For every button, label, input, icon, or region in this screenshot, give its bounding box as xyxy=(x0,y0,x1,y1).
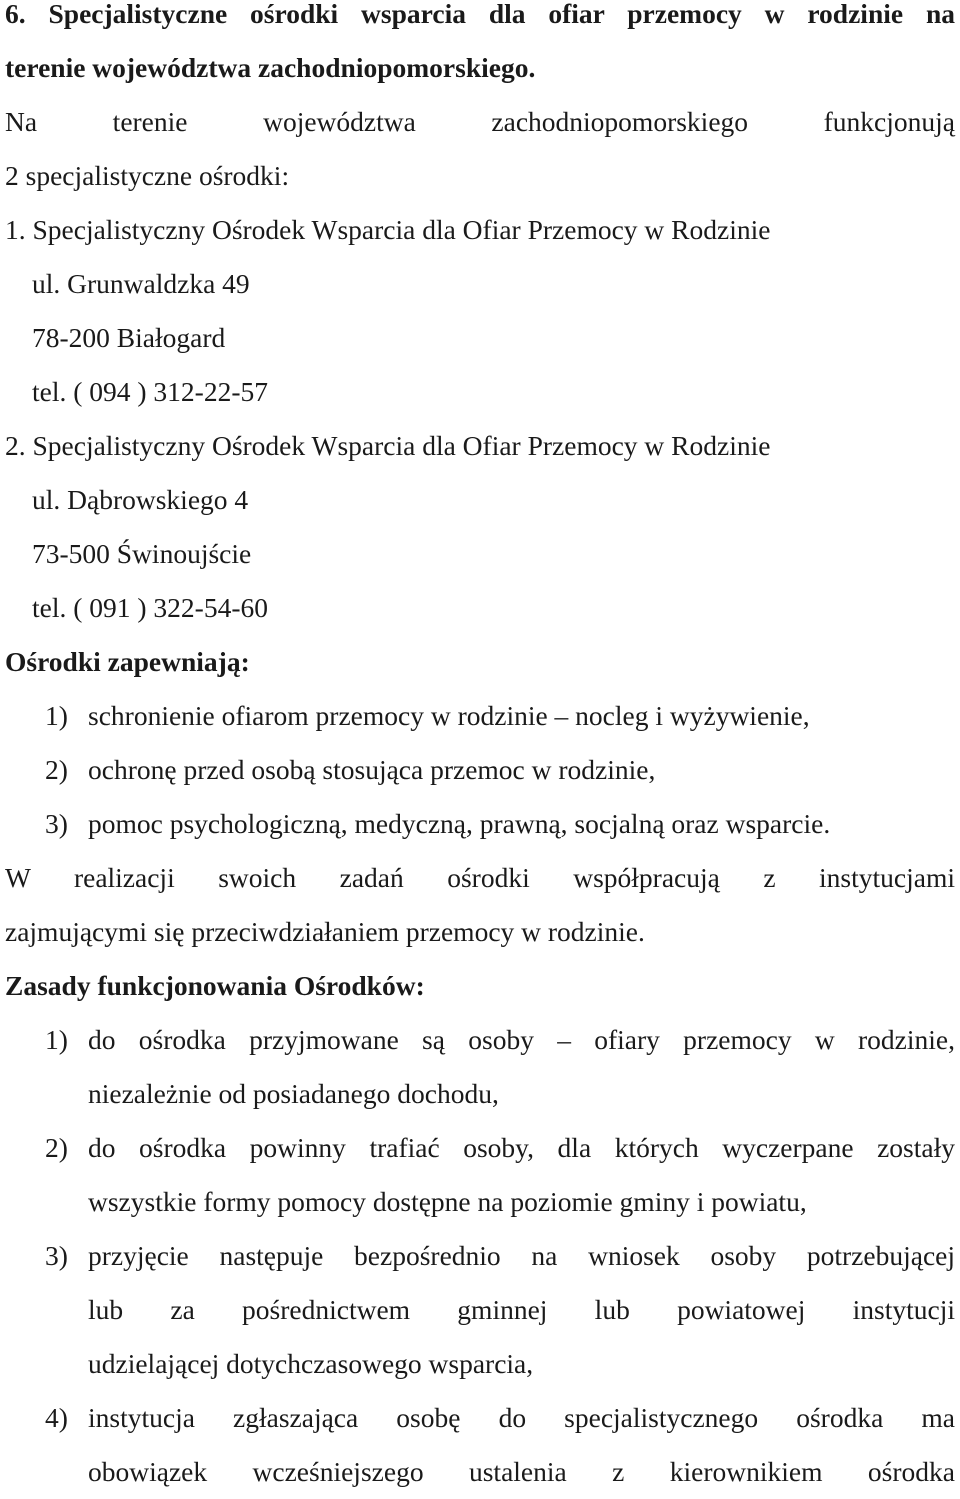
intro-line-1: Na terenie województwa zachodniopomorskiego funkcjonują xyxy=(5,106,955,137)
list-item-number: 2) xyxy=(45,1132,68,1163)
section-title-line-2: terenie województwa zachodniopomorskiego. xyxy=(5,52,536,83)
list-item-text: instytucja zgłaszająca osobę do specjalistycznego ośrodka ma xyxy=(88,1402,955,1433)
list-item-text: wszystkie formy pomocy dostępne na poziomie gminy i powiatu, xyxy=(88,1186,807,1217)
list-item-number: 3) xyxy=(45,1240,68,1271)
intro-line-2: 2 specjalistyczne ośrodki: xyxy=(5,160,290,191)
center-1-name: 1. Specjalistyczny Ośrodek Wsparcia dla Ofiar Przemocy w Rodzinie xyxy=(5,214,771,245)
center-2-street: ul. Dąbrowskiego 4 xyxy=(32,484,249,515)
center-2-phone: tel. ( 091 ) 322-54-60 xyxy=(32,592,268,623)
list-item-number: 1) xyxy=(45,1024,68,1055)
cooperation-line-2: zajmującymi się przeciwdziałaniem przemocy w rodzinie. xyxy=(5,916,645,947)
list-item-text: lub za pośrednictwem gminnej lub powiatowej instytucji xyxy=(88,1294,955,1325)
list-item-number: 4) xyxy=(45,1402,68,1433)
list-item-text: ochronę przed osobą stosująca przemoc w rodzinie, xyxy=(88,754,656,785)
services-heading: Ośrodki zapewniają: xyxy=(5,646,250,677)
section-title-line-1: 6. Specjalistyczne ośrodki wsparcia dla ofiar przemocy w rodzinie na xyxy=(5,0,955,29)
rules-heading: Zasady funkcjonowania Ośrodków: xyxy=(5,970,425,1001)
list-item-text: przyjęcie następuje bezpośrednio na wniosek osoby potrzebującej xyxy=(88,1240,955,1271)
center-1-street: ul. Grunwaldzka 49 xyxy=(32,268,250,299)
list-item-text: obowiązek wcześniejszego ustalenia z kierownikiem ośrodka xyxy=(88,1456,955,1487)
center-1-phone: tel. ( 094 ) 312-22-57 xyxy=(32,376,268,407)
list-item-number: 2) xyxy=(45,754,68,785)
list-item-text: udzielającej dotychczasowego wsparcia, xyxy=(88,1348,534,1379)
cooperation-line-1: W realizacji swoich zadań ośrodki współpracują z instytucjami xyxy=(5,862,955,893)
list-item-number: 1) xyxy=(45,700,68,731)
center-1-city: 78-200 Białogard xyxy=(32,322,226,353)
list-item-text: do ośrodka powinny trafiać osoby, dla których wyczerpane zostały xyxy=(88,1132,955,1163)
center-2-name: 2. Specjalistyczny Ośrodek Wsparcia dla Ofiar Przemocy w Rodzinie xyxy=(5,430,771,461)
list-item-text: niezależnie od posiadanego dochodu, xyxy=(88,1078,499,1109)
list-item-text: schronienie ofiarom przemocy w rodzinie – nocleg i wyżywienie, xyxy=(88,700,810,731)
list-item-number: 3) xyxy=(45,808,68,839)
list-item-text: pomoc psychologiczną, medyczną, prawną, socjalną oraz wsparcie. xyxy=(88,808,831,839)
list-item-text: do ośrodka przyjmowane są osoby – ofiary przemocy w rodzinie, xyxy=(88,1024,955,1055)
center-2-city: 73-500 Świnoujście xyxy=(32,538,252,569)
